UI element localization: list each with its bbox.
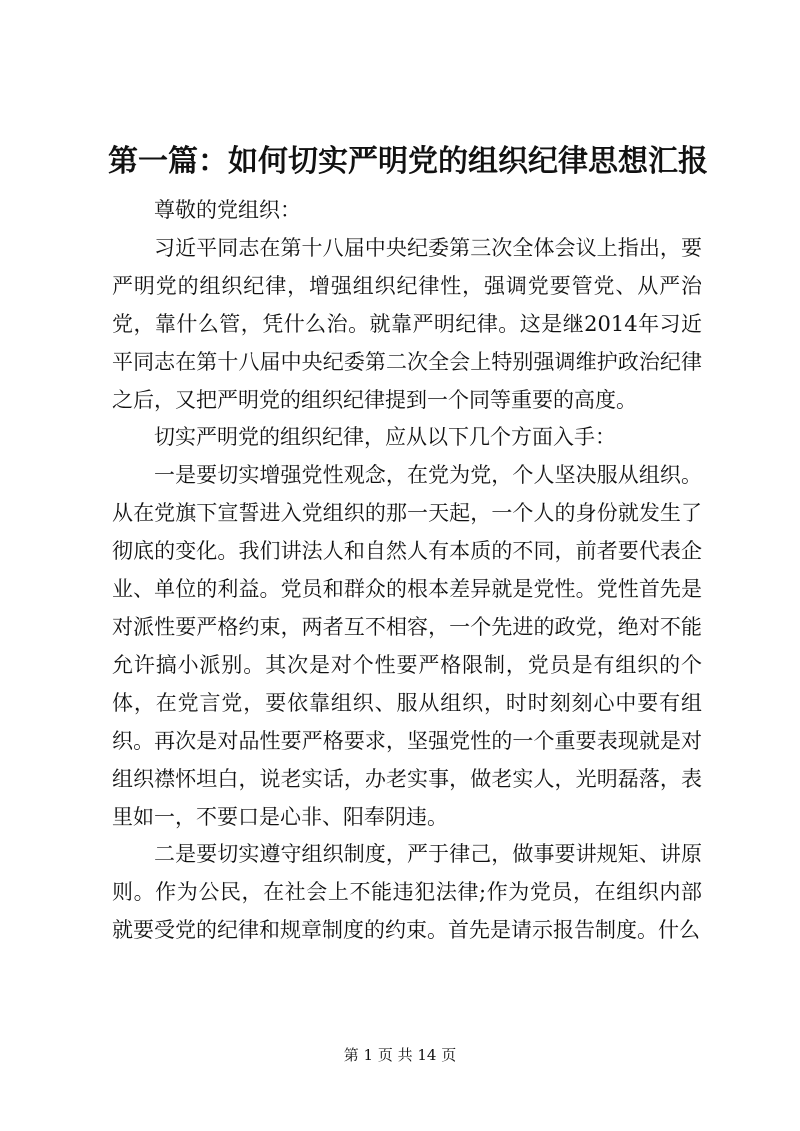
paragraph-point-two: 二是要切实遵守组织制度，严于律己，做事要讲规矩、讲原则。作为公民，在社会上不能违犯法律;作为党员，在组织内部就要受党的纪律和规章制度的约束。首先是请示报告制度。什么 bbox=[112, 842, 702, 943]
document-title: 第一篇：如何切实严明党的组织纪律思想汇报 bbox=[108, 144, 708, 179]
document-body bbox=[112, 192, 702, 950]
paragraph-salutation: 尊敬的党组织： bbox=[154, 198, 301, 222]
paragraph-point-one: 一是要切实增强党性观念，在党为党，个人坚决服从组织。从在党旗下宣誓进入党组织的那一天起，一个人的身份就发生了彻底的变化。我们讲法人和自然人有本质的不同，前者要代表企业、单位的利益。党员和群众的根本差异就是党性。党性首先是对派性要严格约束，两者互不相容，一个先进的政党，绝对不能允许搞小派别。其次是对个性要严格限制，党员是有组织的个体，在党言党，要依靠组织、服从组织，时时刻刻心中要有组织。再次是对品性要严格要求，坚强党性的一个重要表现就是对组织襟怀坦白，说老实话，办老实事，做老实人，光明磊落，表里如一，不要口是心非、阳奉阴违。 bbox=[112, 463, 702, 829]
paragraph-intro: 习近平同志在第十八届中央纪委第三次全体会议上指出，要严明党的组织纪律，增强组织纪律性，强调党要管党、从严治党，靠什么管，凭什么治。就靠严明纪律。这是继2014年习近平同志在第十八届中央纪委第二次全会上特别强调维护政治纪律之后，又把严明党的组织纪律提到一个同等重要的高度。 bbox=[112, 235, 702, 412]
paragraph-approach: 切实严明党的组织纪律，应从以下几个方面入手： bbox=[154, 425, 616, 450]
page-number-footer: 第 1 页 共 14 页 bbox=[343, 1046, 457, 1064]
